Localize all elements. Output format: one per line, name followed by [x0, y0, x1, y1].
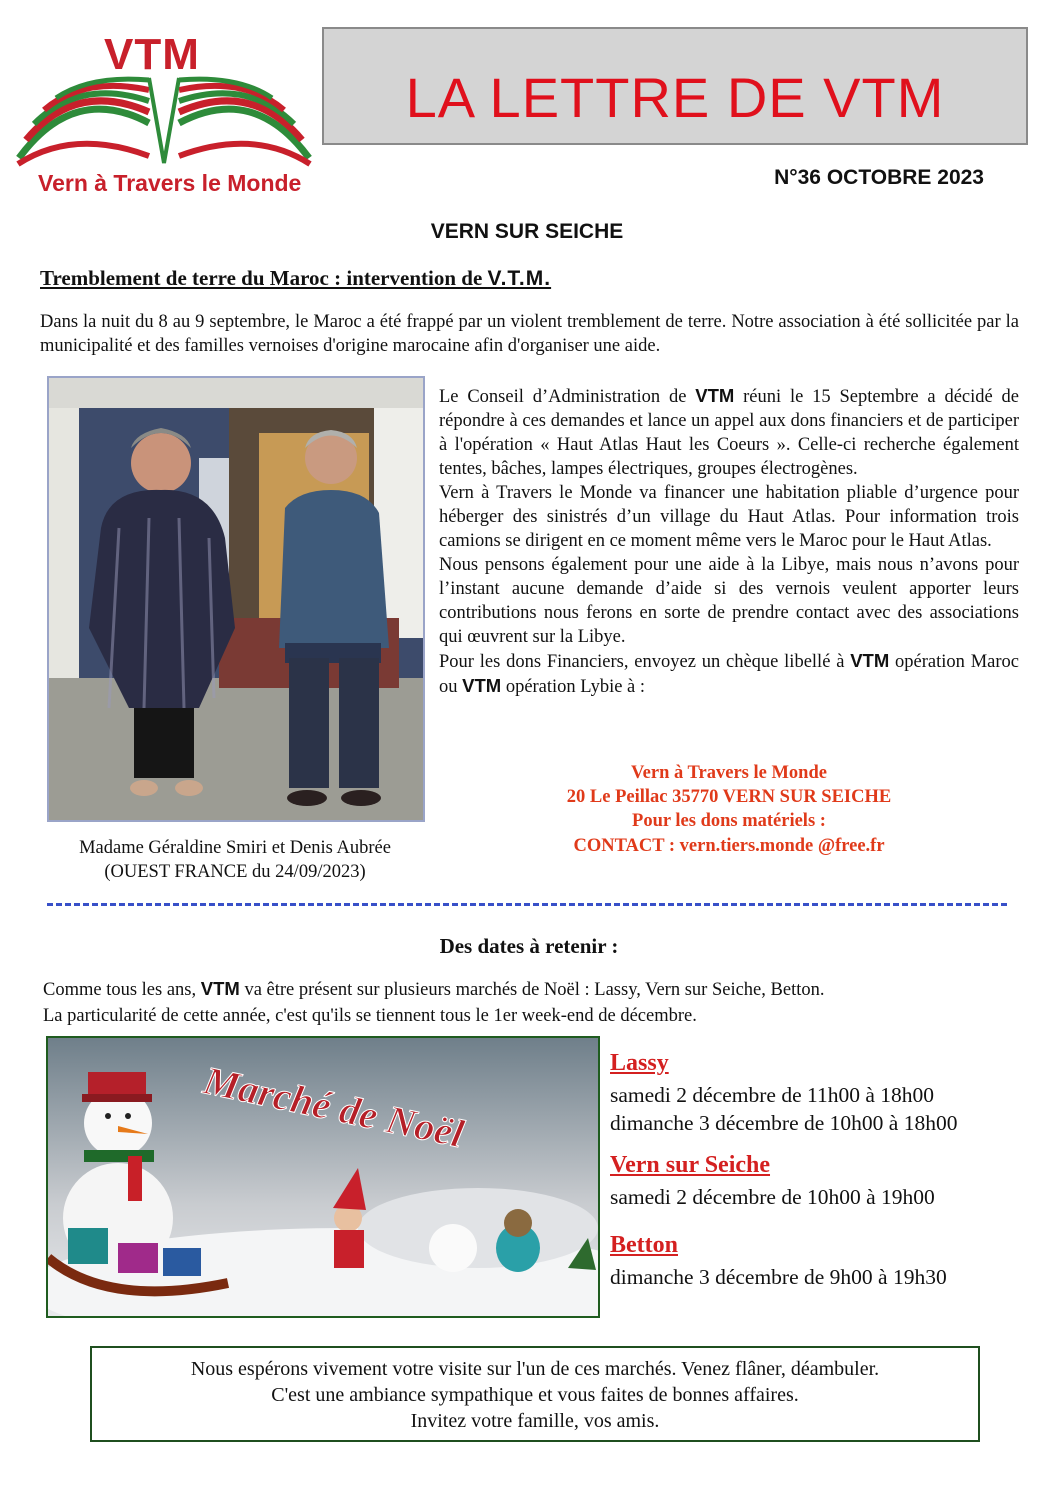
article-body: [439, 384, 1019, 699]
photo-caption: [40, 836, 430, 884]
issue-number: N°36 OCTOBRE 2023: [774, 166, 984, 189]
article-title: [40, 266, 551, 291]
article-intro: Dans la nuit du 8 au 9 septembre, le Maroc a été frappé par un violent tremblement de terre. Notre association à été sollicitée par la municipalité et des familles vernoises d'origine marocaine afin d'organiser une aide.: [40, 312, 1019, 356]
address-line-street: 20 Le Peillac 35770 VERN SUR SEICHE: [566, 787, 892, 807]
schedule-line: samedi 2 décembre de 11h00 à 18h00: [610, 1083, 934, 1107]
page-title: LA LETTRE DE VTM: [405, 66, 945, 129]
title-box: [322, 27, 1028, 145]
location-heading: [0, 220, 1058, 244]
contact-email[interactable]: CONTACT : vern.tiers.monde @free.fr: [573, 836, 885, 856]
market-betton-schedule: [610, 1263, 947, 1291]
article-paragraph: Vern à Travers le Monde va financer une habitation pliable d’urgence pour héberger des sinistrés d’un village du Haut Atlas. Pour information trois camions se dirigent en ce moment même vers le Maroc pour le Haut Atlas.: [439, 483, 1019, 551]
dates-intro: [43, 976, 1023, 1029]
schedule-line: samedi 2 décembre de 10h00 à 19h00: [610, 1185, 935, 1209]
article-paragraph: [439, 649, 1019, 699]
location-text: VERN SUR SEICHE: [430, 220, 624, 243]
banner-text: Marché de Noël: [199, 1057, 468, 1157]
photo-caption-source: (OUEST FRANCE du 24/09/2023): [104, 862, 366, 882]
logo-subtitle: Vern à Travers le Monde: [38, 170, 302, 196]
vtm-acronym: VTM: [695, 385, 735, 406]
text-run: réuni le 15 Septembre a décidé de répondre à ces demandes et lance un appel aux dons financiers et de participer à l'opération « Haut Atlas Haut les Coeurs ». Celle-ci recherche également tentes, bâches, lampes électriques, groupes électrogènes.: [439, 387, 1020, 479]
christmas-illustration: [48, 1038, 598, 1316]
text-run: opération Maroc ou: [439, 652, 1019, 697]
text-run: Le Conseil d’Administration de: [439, 387, 696, 407]
text-run: va être présent sur plusieurs marchés de Noël : Lassy, Vern sur Seiche, Betton.: [239, 980, 825, 1000]
closing-line: Nous espérons vivement votre visite sur l'un de ces marchés. Venez flâner, déambuler.: [190, 1358, 880, 1380]
closing-line: C'est une ambiance sympathique et vous faites de bonnes affaires.: [271, 1384, 799, 1406]
dates-intro-line: La particularité de cette année, c'est qu'ils se tiennent tous le 1er week-end de décembre.: [43, 1006, 697, 1026]
text-run: opération Lybie à :: [501, 677, 646, 697]
market-vern-schedule: [610, 1183, 935, 1211]
article-title-text: Tremblement de terre du Maroc : intervention de: [40, 266, 488, 290]
market-vern-title: Vern sur Seiche: [610, 1152, 771, 1178]
market-lassy-title: Lassy: [610, 1050, 669, 1076]
address-line-material: Pour les dons matériels :: [632, 811, 826, 831]
article-paragraph: [439, 384, 1019, 481]
article-title-acronym: V.T.M.: [487, 267, 552, 290]
text-run: Comme tous les ans,: [43, 980, 201, 1000]
schedule-line: dimanche 3 décembre de 9h00 à 19h30: [610, 1265, 947, 1289]
section-divider: [47, 903, 1007, 906]
market-betton-title: Betton: [610, 1232, 678, 1258]
vtm-acronym: VTM: [850, 650, 890, 671]
market-lassy-schedule: [610, 1081, 957, 1137]
people-photo-illustration: [49, 378, 423, 820]
address-line-org: Vern à Travers le Monde: [631, 763, 827, 783]
article-photo: [47, 376, 425, 822]
photo-caption-names: Madame Géraldine Smiri et Denis Aubrée: [79, 838, 391, 858]
text-run: Pour les dons Financiers, envoyez un chèque libellé à: [439, 652, 851, 672]
dates-intro-line: [43, 976, 1023, 1003]
schedule-line: dimanche 3 décembre de 10h00 à 18h00: [610, 1111, 958, 1135]
vtm-acronym: VTM: [200, 978, 240, 999]
vtm-acronym: VTM: [462, 675, 502, 696]
logo-name: VTM: [104, 30, 200, 79]
donation-address: [439, 761, 1019, 833]
closing-line: Invitez votre famille, vos amis.: [410, 1410, 660, 1432]
christmas-market-image: [46, 1036, 600, 1318]
article-paragraph: Nous pensons également pour une aide à la Libye, mais nous n’avons pour l’instant aucune demande d’aide si des vernois veulent apporter leurs contributions nous ferons en sorte de prendre contact avec des associations qui œuvrent sur la Libye.: [439, 555, 1019, 647]
closing-box: [90, 1346, 980, 1442]
dates-heading: Des dates à retenir :: [439, 934, 619, 958]
